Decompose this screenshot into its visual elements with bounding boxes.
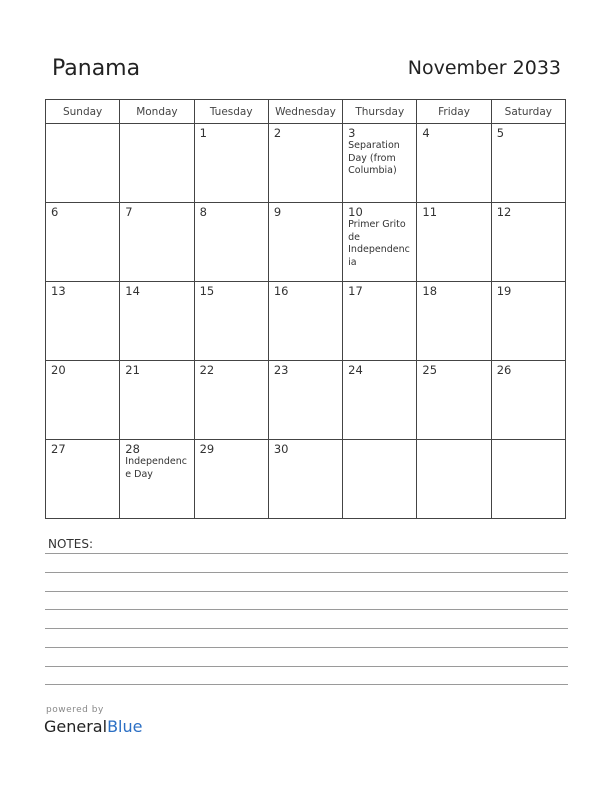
day-number: 19 bbox=[496, 284, 512, 298]
generalblue-logo bbox=[44, 717, 142, 736]
calendar-day-cell bbox=[46, 440, 120, 519]
calendar-body bbox=[46, 124, 566, 519]
calendar-week-row bbox=[46, 124, 566, 203]
calendar-day-cell bbox=[343, 124, 417, 203]
calendar-day-cell bbox=[46, 203, 120, 282]
calendar-week-row bbox=[46, 440, 566, 519]
calendar-day-cell bbox=[417, 440, 491, 519]
day-number: 18 bbox=[422, 284, 438, 298]
calendar-day-cell bbox=[120, 203, 194, 282]
day-number: 5 bbox=[496, 126, 505, 140]
country-title: Panama bbox=[52, 56, 141, 81]
calendar-day-cell bbox=[194, 282, 268, 361]
calendar-day-cell bbox=[120, 282, 194, 361]
calendar-day-cell bbox=[120, 440, 194, 519]
calendar-day-cell bbox=[268, 282, 342, 361]
holiday-label: Independence Day bbox=[125, 456, 187, 480]
calendar-day-cell bbox=[46, 361, 120, 440]
calendar-week-row bbox=[46, 282, 566, 361]
day-number: 4 bbox=[422, 126, 430, 140]
holiday-label: Separation Day (from Columbia) bbox=[348, 140, 400, 176]
calendar-day-cell bbox=[417, 124, 491, 203]
weekday-thursday: Thursday bbox=[343, 100, 417, 124]
day-number: 12 bbox=[496, 205, 512, 219]
day-number: 9 bbox=[273, 205, 282, 219]
brand-part-blue: Blue bbox=[107, 717, 143, 736]
day-number: 23 bbox=[273, 363, 289, 377]
calendar-day-cell bbox=[491, 203, 565, 282]
calendar-day-cell bbox=[120, 124, 194, 203]
calendar-grid bbox=[45, 99, 566, 519]
powered-by-text: powered by bbox=[46, 705, 104, 715]
day-number: 28 bbox=[125, 442, 140, 456]
day-number: 6 bbox=[51, 205, 59, 219]
calendar-day-cell bbox=[194, 361, 268, 440]
day-number: 1 bbox=[199, 126, 207, 140]
day-number: 14 bbox=[125, 284, 140, 298]
calendar-day-cell bbox=[194, 203, 268, 282]
day-number: 8 bbox=[199, 205, 207, 219]
calendar-week-row bbox=[46, 203, 566, 282]
calendar-day-cell bbox=[343, 282, 417, 361]
day-number: 16 bbox=[273, 284, 289, 298]
calendar-week-row bbox=[46, 361, 566, 440]
calendar-day-cell bbox=[491, 361, 565, 440]
calendar-day-cell bbox=[194, 124, 268, 203]
calendar-day-cell bbox=[268, 361, 342, 440]
calendar-day-cell bbox=[417, 203, 491, 282]
calendar-day-cell bbox=[343, 361, 417, 440]
brand-part-general: General bbox=[44, 717, 108, 736]
calendar-day-cell bbox=[417, 282, 491, 361]
calendar-day-cell bbox=[268, 203, 342, 282]
day-number: 2 bbox=[273, 126, 282, 140]
calendar-day-cell bbox=[417, 361, 491, 440]
day-number: 25 bbox=[422, 363, 438, 377]
day-number: 22 bbox=[199, 363, 215, 377]
weekday-header-row bbox=[46, 100, 566, 124]
weekday-saturday: Saturday bbox=[491, 100, 565, 124]
day-number: 27 bbox=[51, 442, 66, 456]
weekday-friday: Friday bbox=[417, 100, 491, 124]
calendar-day-cell bbox=[491, 124, 565, 203]
note-line bbox=[45, 684, 568, 685]
weekday-monday: Monday bbox=[120, 100, 194, 124]
day-number: 29 bbox=[199, 442, 215, 456]
calendar-day-cell bbox=[491, 282, 565, 361]
day-number: 20 bbox=[51, 363, 66, 377]
calendar-day-cell bbox=[268, 440, 342, 519]
day-number: 13 bbox=[51, 284, 66, 298]
weekday-wednesday: Wednesday bbox=[268, 100, 342, 124]
day-number: 11 bbox=[422, 205, 438, 219]
weekday-tuesday: Tuesday bbox=[194, 100, 268, 124]
notes-label: NOTES: bbox=[48, 537, 93, 551]
note-line bbox=[45, 572, 568, 573]
day-number: 24 bbox=[348, 363, 363, 377]
note-line bbox=[45, 628, 568, 629]
note-line bbox=[45, 553, 568, 554]
calendar-day-cell bbox=[194, 440, 268, 519]
day-number: 30 bbox=[273, 442, 289, 456]
weekday-sunday: Sunday bbox=[46, 100, 120, 124]
note-line bbox=[45, 591, 568, 592]
calendar-day-cell bbox=[343, 440, 417, 519]
month-year-title: November 2033 bbox=[407, 57, 561, 79]
day-number: 26 bbox=[496, 363, 512, 377]
calendar-day-cell bbox=[268, 124, 342, 203]
holiday-label: Primer Grito de Independencia bbox=[348, 219, 410, 268]
calendar-day-cell bbox=[46, 124, 120, 203]
calendar-day-cell bbox=[491, 440, 565, 519]
note-line bbox=[45, 666, 568, 667]
day-number: 17 bbox=[348, 284, 363, 298]
day-number: 21 bbox=[125, 363, 140, 377]
calendar-day-cell bbox=[343, 203, 417, 282]
day-number: 15 bbox=[199, 284, 215, 298]
calendar-day-cell bbox=[46, 282, 120, 361]
note-line bbox=[45, 647, 568, 648]
note-line bbox=[45, 609, 568, 610]
calendar-day-cell bbox=[120, 361, 194, 440]
day-number: 3 bbox=[348, 126, 356, 140]
day-number: 10 bbox=[348, 205, 363, 219]
day-number: 7 bbox=[125, 205, 133, 219]
